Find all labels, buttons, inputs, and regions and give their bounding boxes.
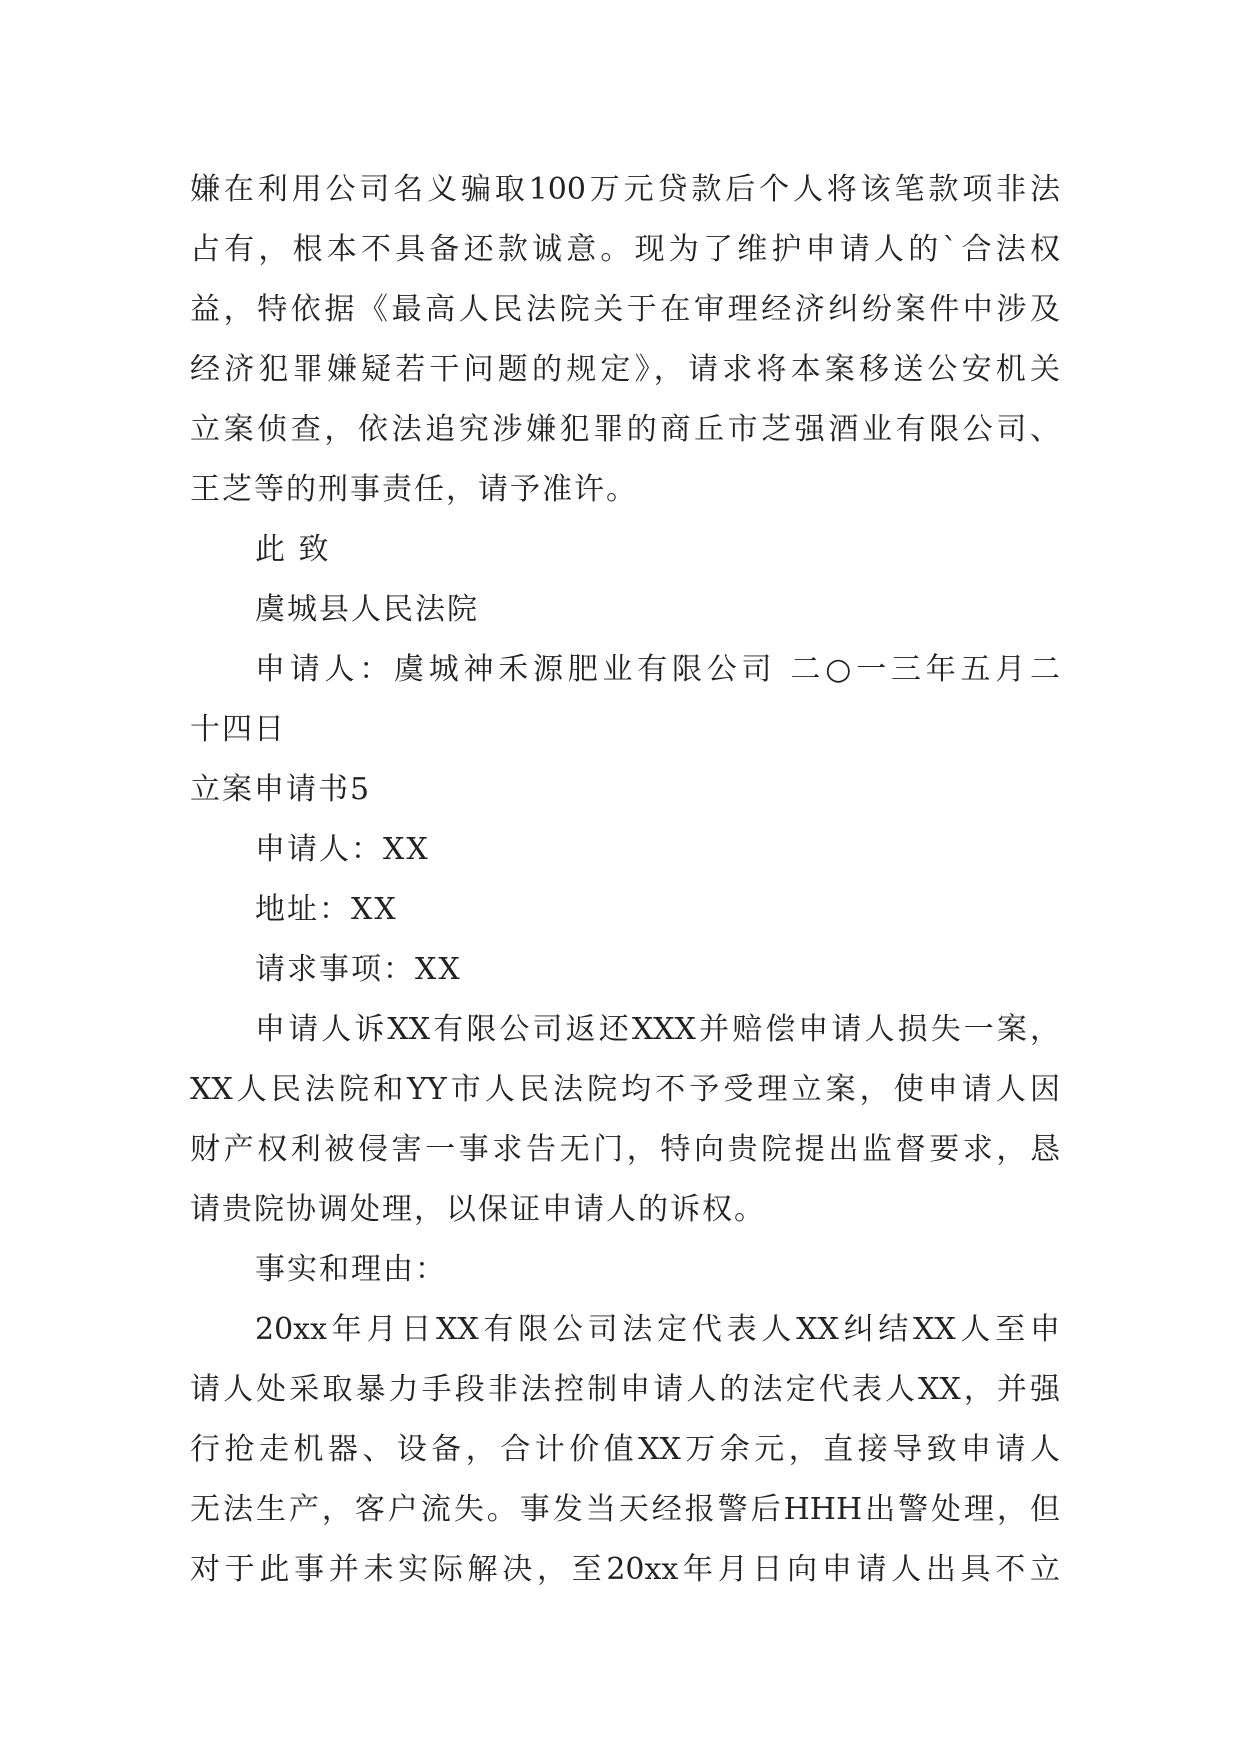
body-text-line: 请贵院协调处理，以保证申请人的诉权。 [190, 1192, 766, 1227]
body-text-line: 无法生产，客户流失。事发当天经报警后HHH出警处理，但 [190, 1492, 1060, 1527]
section-heading: 事实和理由： [255, 1252, 447, 1287]
signature-date: 十四日 [190, 712, 286, 747]
body-text-line: 财产权利被侵害一事求告无门，特向贵院提出监督要求，恳 [190, 1132, 1060, 1167]
body-text-line: 20xx年月日XX有限公司法定代表人XX纠结XX人至申 [255, 1312, 1060, 1347]
body-text-line: 经济犯罪嫌疑若干问题的规定》，请求将本案移送公安机关 [190, 352, 1060, 387]
address-field: 地址：XX [255, 892, 398, 927]
body-text-line: 申请人诉XX有限公司返还XXX并赔偿申请人损失一案， [255, 1012, 1060, 1047]
signature-line: 申请人：虞城神禾源肥业有限公司 二○一三年五月二 [255, 652, 1060, 687]
addressee: 虞城县人民法院 [255, 592, 479, 627]
request-field: 请求事项：XX [255, 952, 462, 987]
salutation: 此 致 [255, 532, 331, 567]
body-text-line: 王芝等的刑事责任，请予准许。 [190, 472, 638, 507]
body-text-line: XX人民法院和YY市人民法院均不予受理立案，使申请人因 [190, 1072, 1060, 1107]
body-text-line: 行抢走机器、设备，合计价值XX万余元，直接导致申请人 [190, 1432, 1060, 1467]
applicant-field: 申请人：XX [255, 832, 430, 867]
body-text-line: 对于此事并未实际解决，至20xx年月日向申请人出具不立 [190, 1552, 1060, 1587]
document-page [190, 160, 1060, 1600]
body-text-line: 嫌在利用公司名义骗取100万元贷款后个人将该笔款项非法 [190, 172, 1060, 207]
body-text-line: 占有，根本不具备还款诚意。现为了维护申请人的`合法权 [190, 232, 1060, 267]
section-title: 立案申请书5 [190, 772, 372, 807]
body-text-line: 益，特依据《最高人民法院关于在审理经济纠纷案件中涉及 [190, 292, 1060, 327]
body-text-line: 请人处采取暴力手段非法控制申请人的法定代表人XX，并强 [190, 1372, 1060, 1407]
body-text-line: 立案侦查，依法追究涉嫌犯罪的商丘市芝强酒业有限公司、 [190, 412, 1060, 447]
